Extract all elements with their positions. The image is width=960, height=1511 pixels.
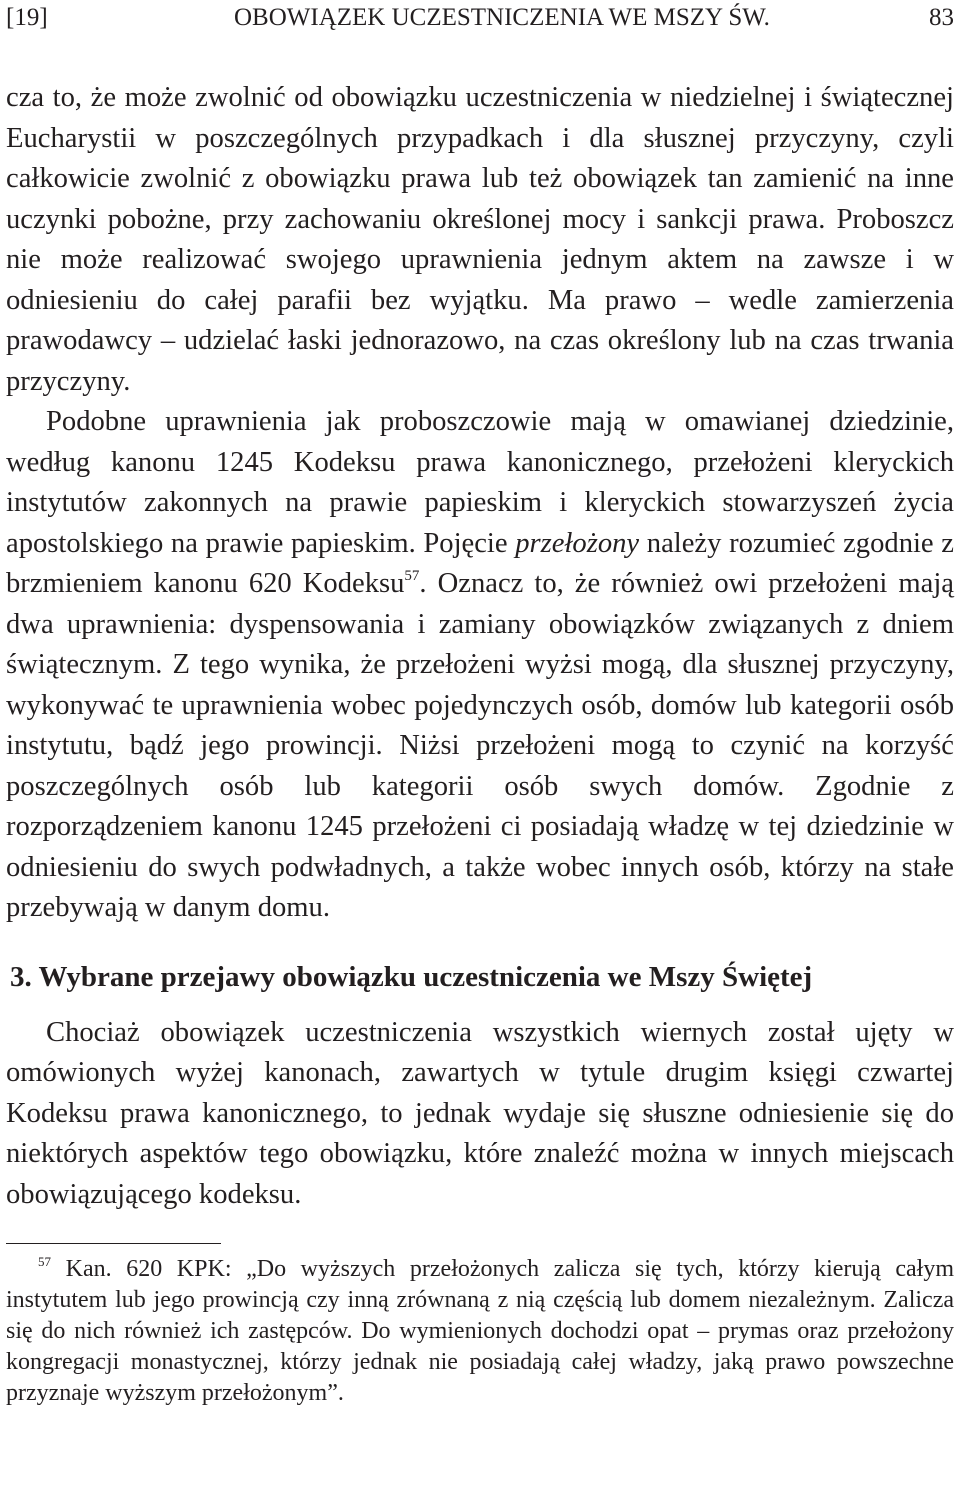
- footnote-text: Kan. 620 KPK: „Do wyższych przełożonych zalicza się tych, którzy kierują całym instytutem lub jego prowincją czy inną zrównaną z nią częścią lub domem niezależnym. Zalicza się do nich również ich zastępców. Do wymienionych dochodzi opat – prymas oraz przełożony kongregacji monastycznej, którzy jednak nie posiadają całej władzy, jaką prawo powszechne przyznaje wyższym przełożonym”.: [6, 1256, 954, 1406]
- paragraph-text-mid: należy rozumieć zgodnie z brzmieniem kanonu 620 Kodeksu: [6, 527, 954, 599]
- section-reference: [19]: [6, 4, 48, 31]
- section-heading: 3. Wybrane przejawy obowiązku uczestniczenia we Mszy Świętej: [10, 960, 813, 993]
- page-body: [6, 78, 954, 1409]
- footnote: [6, 1254, 954, 1409]
- footnote-number: 57: [38, 1254, 51, 1269]
- paragraph-text-end: . Oznacz to, że również owi przełożeni mają dwa uprawnienia: dyspensowania i zamiany obowiązków związanych z dniem świątecznym. Z tego wynika, że przełożeni wyżsi mogą, dla słusznej przyczyny, wykonywać te uprawnienia wobec pojedynczych osób, domów lub kategorii osób instytutu, bądź jego prowincji. Niżsi przełożeni mogą to czynić na korzyść poszczególnych osób lub kategorii osób swych domów. Zgodnie z rozporządzeniem kanonu 1245 przełożeni ci posiadają władzę w tej dziedzinie w odniesieniu do swych podwładnych, a także wobec innych osób, którzy na stałe przebywają w danym domu.: [6, 568, 954, 923]
- running-title: OBOWIĄZEK UCZESTNICZENIA WE MSZY ŚW.: [234, 4, 770, 31]
- paragraph-section-3: Chociaż obowiązek uczestniczenia wszystkich wiernych został ujęty w omówionych wyżej kanonach, zawartych w tytule drugim księgi czwartej Kodeksu prawa kanonicznego, to jednak wydaje się słuszne odniesienie się do niektórych aspektów tego obowiązku, które znaleźć można w innych miejscach obowiązującego kodeksu.: [6, 1016, 954, 1210]
- running-header: [6, 0, 954, 40]
- paragraph-superiors: [6, 402, 954, 929]
- page-number: 83: [929, 4, 954, 31]
- paragraph-continued: cza to, że może zwolnić od obowiązku uczestniczenia w niedzielnej i świątecznej Eucharystii w poszczególnych przypadkach i dla słusznej przyczyny, czyli całkowicie zwolnić z obowiązku prawa lub też obowiązek tan zamienić na inne uczynki pobożne, przy zachowaniu określonej mocy i sankcji prawa. Proboszcz nie może realizować swojego uprawnienia jednym aktem na zawsze i w odniesieniu do całej parafii bez wyjątku. Ma prawo – wedle zamierzenia prawodawcy – udzielać łaski jednorazowo, na czas określony lub na czas trwania przyczyny.: [6, 82, 954, 397]
- italic-term: przełożony: [515, 527, 640, 559]
- paragraph-text-start: Podobne uprawnienia jak proboszczowie mają w omawianej dziedzinie, według kanonu 1245 Kodeksu prawa kanonicznego, przełożeni kleryckich instytutów zakonnych na prawie papieskim i kleryckich stowarzyszeń życia apostolskiego na prawie papieskim. Pojęcie: [6, 406, 954, 559]
- footnote-reference[interactable]: 57: [404, 568, 420, 584]
- footnote-divider: [6, 1243, 221, 1244]
